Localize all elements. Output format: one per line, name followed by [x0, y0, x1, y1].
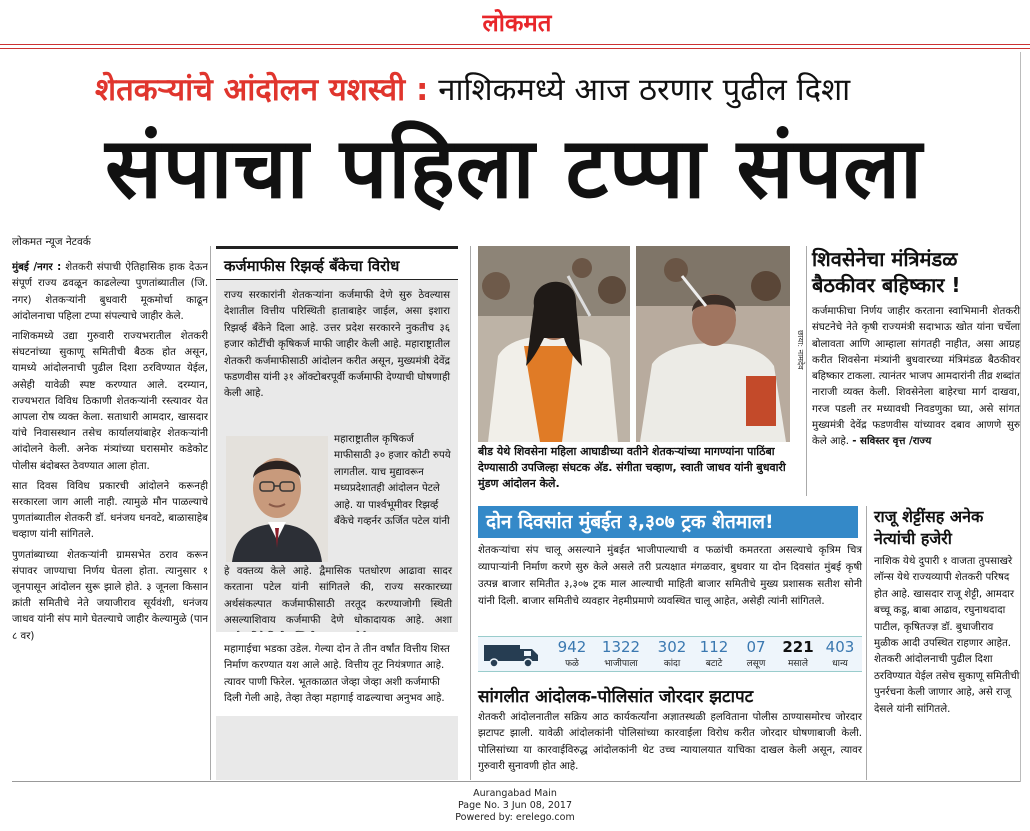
bottom-rule [12, 781, 1020, 782]
stat-potato-value: 112 [699, 638, 729, 656]
stat-onion-value: 302 [657, 638, 687, 656]
stat-potato-label: बटाटे [705, 659, 723, 669]
rbi-paragraph-2: महाराष्ट्रातील कृषिकर्ज माफीसाठी ३० हजार कोटी रुपये लागतील. याच मुद्यावरून मध्यप्रदेशातही आंदोलन पेटले आहे. या पार्श्वभूमीवर रिझर्व्ह बँकेचे गव्हर्नर ऊर्जित पटेल यांनी [334, 434, 451, 528]
rbi-paragraph-1: राज्य सरकारांनी शेतकऱ्यांना कर्जमाफी देणे सुरु ठेवल्यास देशातील वित्तीय परिस्थिती हाताबाहेर जाईल, असा इशारा रिझर्व्ह बँकेने दिला आहे. उत्तर प्रदेश सरकारने नुकतीच ३६ हजार कोटींची कृषिकर्ज माफी जाहीर केली आहे. महाराष्ट्रातील शेतकरी कर्जमाफीसाठी आंदोलन करीत असून, मुख्यमंत्री देवेंद्र फडणवीस यांनी ३१ ऑक्टोबरपूर्वी कर्जमाफी देण्याची घोषणाही केली आहे. [224, 290, 450, 400]
stat-spices-value: 221 [782, 638, 814, 656]
stat-grains [818, 637, 862, 673]
stat-spices [776, 637, 820, 673]
main-headline: संपाचा पहिला टप्पा संपला [105, 119, 923, 217]
shivsena-story-title: शिवसेनेचा मंत्रिमंडळ बैठकीवर बहिष्कार ! [812, 247, 961, 297]
stat-onion-label: कांदा [663, 659, 681, 669]
raju-shetti-story [874, 506, 1020, 780]
shivsena-story-body: कर्जमाफीचा निर्णय जाहीर करताना स्वाभिमानी शेतकरी संघटनेचे नेते कृषी राज्यमंत्री सदाभाऊ खोत यांना चर्चेला बोलावता आणि आम्हाला सांगतही नाहीत, असा आग्रह करीत शिवसेना मंत्र्यांनी बुधवारच्या मंत्रिमंडळ बैठकीवर बहिष्कार टाकला. त्यानंतर भाजप आमदारांनी तीव्र शब्दांत नाराजी व्यक्त केली. शिवसेनेला बाहेरचा मार्ग दाखवा, गरज पडली तर मध्यावधी निवडणुका घ्या, असे सांगत मुख्यमंत्री देवेंद्र फडणवीस यांच्यावर दबाव आणणे सुरु केले आहे. [812, 306, 1020, 448]
lead-paragraph-1-text: शेतकरी संपाची ऐतिहासिक हाक देऊन संपूर्ण राज्य ढवळून काढलेल्या पुणतांब्यातील (जि. नगर) शेतकऱ्यांनी बुधवारी मूकमोर्चा काढून आंदोलनाचा पहिला टप्पा संपल्याचे जाहीर केले. [12, 262, 208, 322]
kicker-red: शेतकऱ्यांचे आंदोलन यशस्वी : [95, 72, 429, 108]
shivsena-story-text [812, 304, 1020, 451]
footer-powered-by[interactable]: Powered by: erelego.com [455, 812, 575, 823]
footer-edition: Aurangabad Main [473, 788, 557, 799]
kicker-line [95, 68, 945, 112]
rbi-paragraph-3: हे वक्तव्य केले आहे. द्वैमासिक पतधोरण आढावा सादर करताना पटेल यांनी सांगितले की, राज्य सरकारच्या अर्थसंकल्पात कर्जमाफीसाठी तरतूद करण्याजोगी स्थिती असल्याशिवाय कर्जमाफी देणे धोकादायक आहे. अशा [224, 566, 452, 627]
masthead-rule-2 [0, 48, 1030, 49]
protest-photo-right [636, 246, 790, 442]
byline: लोकमत न्यूज नेटवर्क [12, 236, 91, 248]
mumbai-story-text: शेतकऱ्यांचा संप चालू असल्याने मुंबईत भाजीपाल्याची व फळांची कमतरता असल्याचे कृत्रिम चित्र व्यापाऱ्यांनी निर्माण करणे सुरु केले असले तरी प्रत्यक्षात मंगळवार, बुधवार या दोन दिवसांत मुंबई कृषी उत्पन्न बाजार समितीत ३,३०७ ट्रक माल आल्याची माहिती बाजार समितीचे मुख्य प्रशासक सतीश सोनी यांनी दिली. बाजार समितीचे व्यवहार नेहमीप्रमाणे व्यवस्थित चालू आहेत, असेही त्यांनी सांगितले. [478, 545, 862, 607]
stat-fruits-value: 942 [557, 638, 587, 656]
urjit-patel-photo [226, 436, 328, 562]
rbi-story-box [216, 246, 458, 780]
stat-vegetables [596, 637, 646, 673]
stat-vegetables-value: 1322 [601, 638, 641, 656]
masthead [0, 0, 1030, 46]
shivsena-story [812, 246, 1020, 496]
stat-grains-label: धान्य [832, 659, 848, 669]
page-footer [0, 788, 1030, 824]
right-page-rule [1020, 52, 1021, 782]
protest-photo-left [478, 246, 630, 442]
lokmat-logo: लोकमत [482, 8, 552, 37]
lead-paragraph-2: नाशिकमध्ये उद्या गुरुवारी राज्यभरातील शेतकरी संघटनांच्या सुकाणू समितीची बैठक होत असून, यामध्ये आंदोलनाची पुढील दिशा ठरविण्यात येईल, असेही यावेळी स्पष्ट करण्यात आले. दरम्यान, राज्यभरात विविध ठिकाणी शेतकऱ्यांनी रस्त्यावर येत आपला रोष व्यक्त केला. सताधारी आमदार, खासदार यांचे निवासस्थान तसेच कार्यालयांबाहेर शेतकऱ्यांनी आंदोलने केली. अनेक मंत्र्यांच्या घरासमोर कडेकोट पोलीस बंदोबस्त ठेवण्यात आला होता. [12, 331, 208, 472]
lead-paragraph-4: पुणतांब्याच्या शेतकऱ्यांनी ग्रामसभेत ठराव करून संपावर जाण्याचा निर्णय घेतला होता. त्यानुसार १ जूनपासून आंदोलन सुरू झाले होते. ३ जूनला किसान क्रांती समितीचे नेते जयाजीराव सूर्यवंशी, धनंजय जाधव यांनी संप मागे घेतल्याचे जाहीर केल्यामुळे (पान ८ वर) [12, 549, 208, 642]
lead-paragraph-1 [12, 260, 208, 325]
column-divider-2 [470, 246, 471, 780]
stat-potato [692, 637, 736, 673]
lead-paragraph-3: सात दिवस विविध प्रकारची आंदोलने करूनही सरकारला जाग आली नाही. त्यामुळे मौन पाळल्याचे पुणतांब्यातील शेतकरी डॉ. धनंजय धनवटे, बाळासाहेब चव्हाण यांनी सांगितले. [12, 480, 208, 541]
stat-garlic-value: 07 [746, 638, 766, 656]
masthead-rule [0, 44, 1030, 45]
column-divider-4 [866, 506, 867, 780]
arrivals-stats-strip [478, 636, 862, 672]
column-divider-3 [806, 246, 807, 496]
stat-grains-value: 403 [825, 638, 855, 656]
footer-page-date: Page No. 3 Jun 08, 2017 [457, 800, 573, 811]
stat-fruits-label: फळे [565, 659, 579, 669]
stat-spices-label: मसाले [788, 659, 808, 669]
kicker-black: नाशिकमध्ये आज ठरणार पुढील दिशा [438, 72, 851, 108]
sangli-story [478, 684, 862, 780]
lead-story-column [12, 234, 208, 779]
rbi-paragraph-4: महागाईचा भडका उडेल. गेल्या दोन ते तीन वर्षांत वित्तीय शिस्त निर्माण करण्यात यश आले आहे. वित्तीय तूट नियंत्रणात आहे. त्यावर पाणी फिरेल. भूतकाळात जेव्हा जेव्हा अशी कर्जमाफी दिली गेली आहे, तेव्हा तेव्हा महागाई वाढल्याचा अनुभव आहे. [216, 632, 458, 716]
stat-fruits [550, 637, 594, 673]
dateline: मुंबई /नगर : [12, 262, 62, 274]
stat-onion [650, 637, 694, 673]
sangli-story-text: शेतकरी आंदोलनातील सक्रिय आठ कार्यकर्त्यांना अज्ञातस्थळी हलविताना पोलीस ठाण्यासमोरच जोरदार झटापट झाली. यावेळी आंदोलकांनी पोलिसांच्या कारवाईला विरोध करीत जोरदार घोषणाबाजी केली. पोलिसांच्या या कारवाईविरुद्ध आंदोलकांनी थेट उच्च न्यायालयात याचिका दाखल केली असून, त्यावर गुरुवारी सुनावणी होत आहे. [478, 712, 862, 772]
stat-garlic-label: लसूण [746, 659, 766, 669]
truck-icon [482, 641, 542, 669]
mumbai-banner-headline: दोन दिवसांत मुंबईत ३,३०७ ट्रक शेतमाल! [478, 506, 858, 538]
photo-caption: बीड येथे शिवसेना महिला आघाडीच्या वतीने शेतकऱ्यांच्या मागण्यांना पाठिंबा देण्यासाठी उपजिल्हा संघटक अ‍ॅड. संगीता चव्हाण, स्वाती जाधव यांनी बुधवारी मुंडण आंदोलन केले. [478, 445, 786, 490]
sangli-story-title: सांगलीत आंदोलक-पोलिसांत जोरदार झटापट [478, 687, 754, 707]
shivsena-story-credit: - सविस्तर वृत्त /राज्य [852, 436, 932, 448]
rbi-story-title: कर्जमाफीस रिझर्व्ह बँकेचा विरोध [216, 246, 458, 280]
stat-vegetables-label: भाजीपाला [604, 659, 638, 669]
stat-garlic [734, 637, 778, 673]
raju-shetti-story-title: राजू शेट्टींसह अनेक नेत्यांची हजेरी [874, 507, 984, 548]
column-divider-1 [210, 246, 211, 780]
raju-shetti-story-text: नाशिक येथे दुपारी १ वाजता तुपसाखरे लॉन्स येथे राज्यव्यापी शेतकरी परिषद होत आहे. खासदार राजू शेट्टी, आमदार बच्चू कडू, बाबा आढाव, रघुनाथदादा पाटील, कृषितज्ज्ञ डॉ. बुधाजीराव मुळीक आदी उपस्थित राहणार आहेत. शेतकरी आंदोलनाची पुढील दिशा ठरविण्यात येईल तसेच सुकाणू समितीची पुनर्रचना केली जाणार आहे, असे राजू देसले यांनी सांगितले. [874, 556, 1020, 715]
photo-credit: छाया: नामदेव [796, 330, 805, 370]
